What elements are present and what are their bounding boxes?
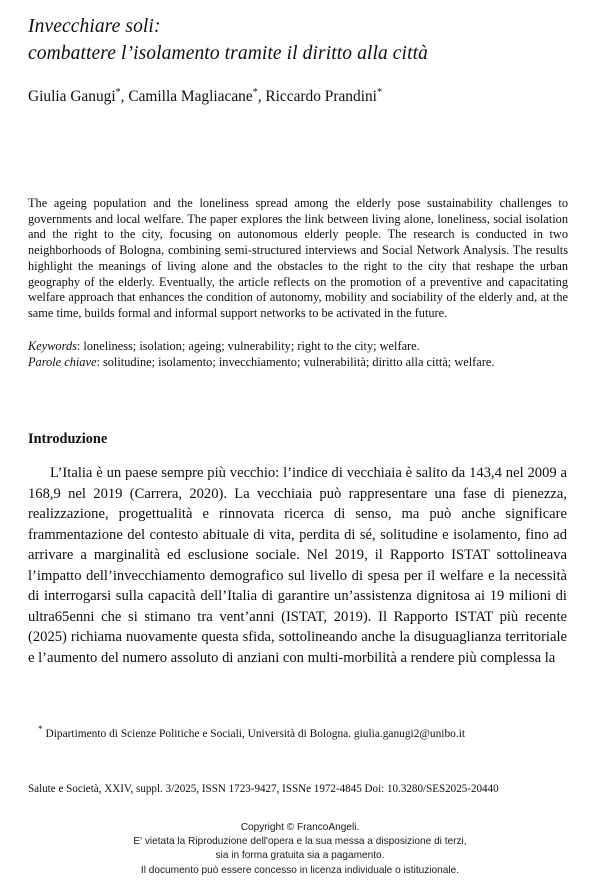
copyright-line-4: Il documento può essere concesso in licenza individuale o istituzionale. xyxy=(140,864,460,876)
copyright-line-1: Copyright © FrancoAngeli. xyxy=(240,822,360,833)
author-name-2: Camilla Magliacane xyxy=(128,88,253,105)
article-title-line-2: combattere l’isolamento tramite il diritto alla città xyxy=(28,43,428,64)
author-affiliation-marker-1: * xyxy=(115,86,121,98)
copyright-line-3: sia in forma gratuita sia a pagamento. xyxy=(215,850,385,862)
keywords-italian-value: : solitudine; isolamento; invecchiamento; vulnerabilità; diritto alla città; welfare. xyxy=(96,354,495,369)
section-heading-introduzione: Introduzione xyxy=(28,431,108,447)
author-separator-2: , xyxy=(257,88,266,105)
keywords-english-value: : loneliness; isolation; ageing; vulnerability; right to the city; welfare. xyxy=(76,339,420,353)
footnote-text: Dipartimento di Scienze Politiche e Sociali, Università di Bologna. giulia.ganugi2@unibo.it xyxy=(45,728,466,740)
footnote-marker: * xyxy=(38,724,43,735)
author-name-1: Giulia Ganugi xyxy=(28,88,116,105)
keywords-italian xyxy=(28,355,568,371)
keywords-english-label: Keywords xyxy=(28,339,77,353)
author-separator-1: , xyxy=(120,88,129,105)
keywords-italian-label: Parole chiave xyxy=(28,354,97,369)
copyright-line-2: E' vietata la Riproduzione dell'opera e la sua messa a disposizione di terzi, xyxy=(133,836,467,848)
abstract-text: The ageing population and the loneliness spread among the elderly pose sustainability challenges to governments and local welfare. The paper explores the link between living alone, loneliness, social isolation and the right to the city, focusing on autonomous elderly people. The research is conducted in two neighborhoods of Bologna, combining semi-structured interviews and Social Network Analysis. The results highlight the meanings of living alone and the obstacles to the right to the city that reshape the urban geography of the elderly. Eventually, the article reflects on the promotion of a preventive and capacitating welfare approach that enhances the condition of autonomy, mobility and sociability of the elderly and, at the same time, builds formal and informal support networks to be activated in the future. xyxy=(28,196,568,320)
author-list xyxy=(28,86,574,107)
footnote xyxy=(28,724,568,742)
body-paragraph: L’Italia è un paese sempre più vecchio: l’indice di vecchiaia è salito da 143,4 nel 2009 a 168,9 nel 2019 (Carrera, 2020). La vecchiaia può rappresentare una fase di pienezza, realizzazione, progettualità e rinnovata ricerca di senso, ma può anche significare frammentazione del contesto abituale di vita, perdita di sé, solitudine e isolamento, fino ad arrivare a marginalità ed esclusione sociale. Nel 2019, il Rapporto ISTAT sottolineava l’impatto dell’invecchiamento demografico sul livello di spesa per il welfare e la necessità di interrogarsi sulla capacità dell’Italia di garantire un’assistenza dignitosa ai 19 milioni di ultra65enni che si stimano tra vent’anni (ISTAT, 2019). Il Rapporto ISTAT più recente (2025) richiama nuovamente questa sfida, sottolineando anche la disuguaglianza territoriale e l’aumento del numero assoluto di anziani con multi-morbilità a rendere più complessa la xyxy=(28,465,567,666)
copyright-notice xyxy=(0,821,600,878)
article-title xyxy=(28,13,574,67)
author-affiliation-marker-2: * xyxy=(252,86,258,98)
article-title-line-1: Invecchiare soli: xyxy=(28,16,161,37)
keywords-block xyxy=(28,339,568,370)
author-name-3: Riccardo Prandini xyxy=(265,88,377,105)
author-affiliation-marker-3: * xyxy=(376,86,382,98)
journal-citation-line: Salute e Società, XXIV, suppl. 3/2025, ISSN 1723-9427, ISSNe 1972-4845 Doi: 10.3280/SES2025-20440 xyxy=(28,782,499,795)
keywords-english xyxy=(28,339,568,355)
